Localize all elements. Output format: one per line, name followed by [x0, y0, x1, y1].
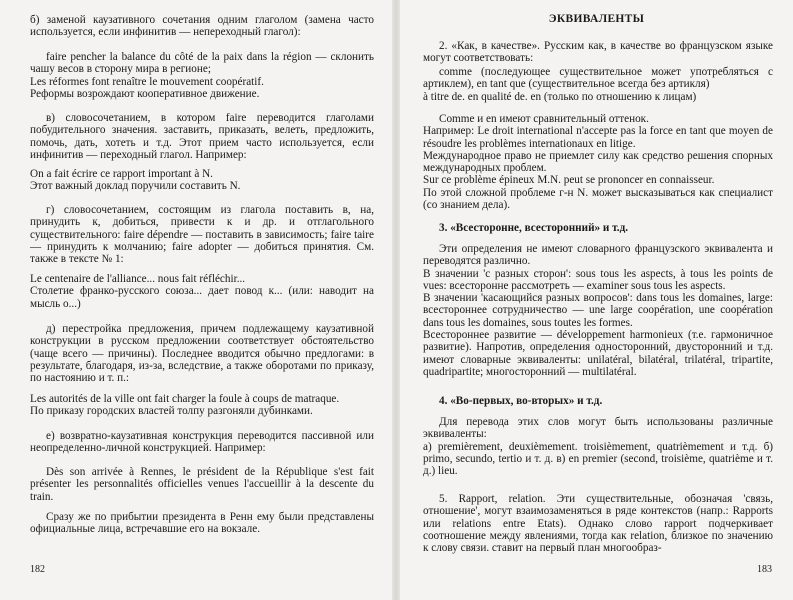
page-number: 183 [757, 564, 772, 575]
subheading: 3. «Всесторонне, всесторонний» и т.д. [439, 222, 629, 234]
paragraph: д) перестройка предложения, причем подлежащему каузативной конструкции в русском предложении соответствует обстоятельство (чаще всего — причины). Последнее вводится обычно предлогами: в результате, благодаря, из-за, вследствие, а также оборотами по приказу, по настоянию и т. п.: [30, 323, 374, 385]
example: On a fait écrire ce rapport important à N. Этот важный доклад поручили составить N. [30, 168, 241, 193]
example: Сразу же по прибытии президента в Ренн ему были представлены официальные лица, встречавшие его на вокзале. [30, 511, 374, 536]
paragraph: Comme и en имеют сравнительный оттенок. Например: Le droit international n'accepte pas la force en tant que moyen de résoudre les problèmes internationaux en litige. Международное право не приемлет силу как средство решения спорных международных проблем. Sur ce problème épineux M.N. peut se prononcer en connaisseur. По этой сложной проблеме г-н N. может высказываться как специалист (со знанием дела). [423, 113, 773, 212]
paragraph: Для перевода этих слов могут быть использованы различные эквиваленты: а) premièrement, deuxièmement. troisièmement, quatrièmement и т.д. б) primo, secundo, tertio и т. д. в) en premier (second, troisième, quatrième и т. д.) lieu. [423, 416, 773, 478]
section-title: ЭКВИВАЛЕНТЫ [548, 13, 645, 25]
example: Les réformes font renaître le mouvement coopératif. Реформы возрождают кооперативное движение. [30, 76, 264, 101]
example: Dès son arrivée à Rennes, le président de la République s'est fait présenter les personnalités officielles venues l'accueillir à la descente du train. [30, 466, 374, 503]
paragraph: в) словосочетанием, в котором faire переводится глаголами побудительного значения. заставить, приказать, велеть, предложить, помочь, дать, хотеть и т.д. Этот прием часто используется, если инфинитив — переходный глагол. Например: [30, 112, 374, 161]
paragraph: г) словосочетанием, состоящим из глагола поставить в, на, принудить к, добиться, привести к и др. и отглагольного существительного: faire dépendre — поставить в зависимость; faire taire — принудить к молчанию; faire adopter — добиться принятия. См. также в тексте № 1: [30, 204, 374, 266]
paragraph: Эти определения не имеют словарного французского эквивалента и переводятся различно. В значении 'с разных сторон': sous tous les aspects, à tous les points de vues: всесторонне рассмотреть — examiner sous tous les aspects. В значении 'касающийся разных вопросов': dans tous les domaines, large: всестороннее сотрудничество — une large coopération, une coopération dans tous les domaines, sous toutes les formes. Всестороннее развитие — développement harmonieux (т.е. гармоничное развитие). Напротив, определения односторонний, двусторонний и т.д. имеют словарные эквиваленты: unilatéral, bilatéral, trilatéral, tripartite, quadripartite; многосторонний — multilatéral. [423, 243, 773, 378]
paragraph: 5. Rapport, relation. Эти существительные, обозначая 'связь, отношение', могут взаимозаменяться в ряде контекстов (напр.: Rapports или relations entre Etats). Однако слово rapport подчеркивает соотношение между явлениями, тогда как relation, близкое по значению к слову связи. ставит на первый план многообраз- [423, 493, 773, 555]
example: Les autorités de la ville ont fait charger la foule à coups de matraque. По приказу городских властей толпу разгоняли дубинками. [30, 393, 340, 418]
example: faire pencher la balance du côté de la paix dans la région — склонить чашу весов в сторону мира в регионе; [30, 51, 374, 76]
paragraph: б) заменой каузативного сочетания одним глаголом (замена часто используется, если инфинитив — непереходный глагол): [30, 14, 374, 39]
book-gutter [392, 0, 400, 600]
paragraph: 2. «Как, в качестве». Русским как, в качестве во французском языке могут соответствовать: [423, 40, 773, 65]
left-page [0, 0, 392, 600]
paragraph: е) возвратно-каузативная конструкция переводится пассивной или неопределенно-личной конструкцией. Например: [30, 430, 374, 455]
page-number: 182 [30, 564, 45, 575]
right-page [400, 0, 793, 600]
subheading: 4. «Во-первых, во-вторых» и т.д. [439, 395, 603, 407]
example: Le centenaire de l'alliance... nous fait réfléchir... Столетие франко-русского союза... дает повод к... (или: наводит на мысль о...) [30, 273, 374, 310]
paragraph: comme (последующее существительное может употребляться с артиклем), en tant que (существительное всегда без артикля) à titre de. en qualité de. en (только по отношению к лицам) [423, 66, 773, 103]
